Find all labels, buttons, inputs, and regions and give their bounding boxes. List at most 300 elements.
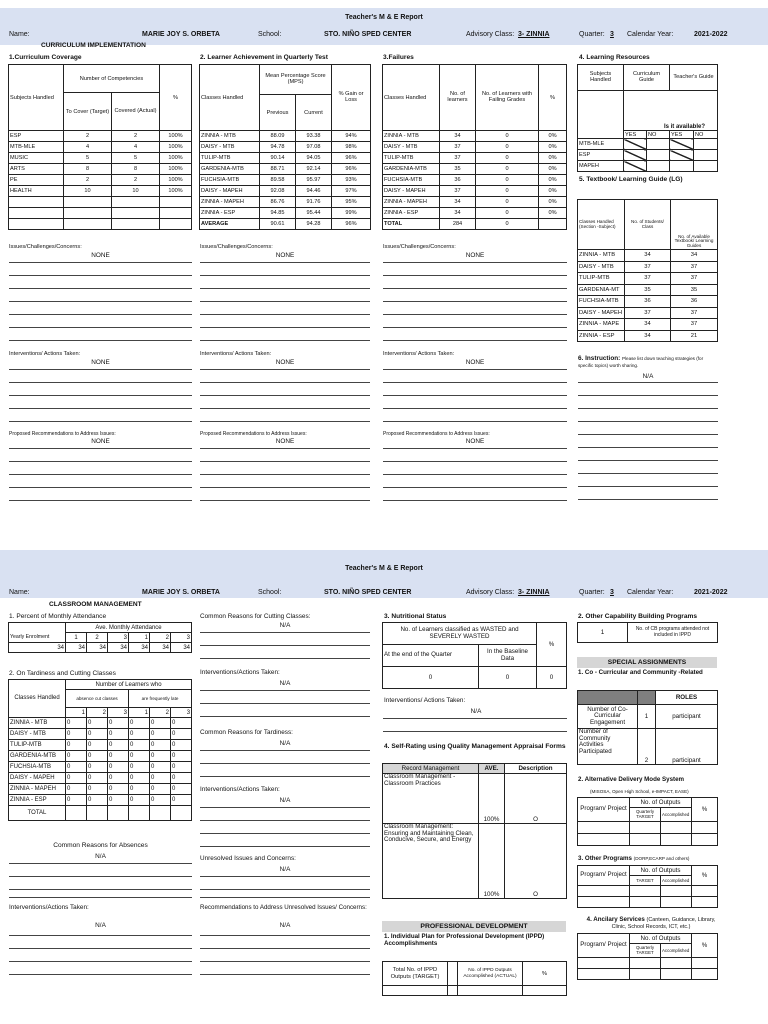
cell: 96% [332, 153, 371, 164]
cell: 100% [160, 186, 192, 197]
col-wasted: No. of Learners classified as WASTED and SEVERELY WASTED [383, 623, 537, 645]
ruled-line [200, 487, 370, 488]
ippd-title: 1. Individual Plan for Professional Development (IPPD) Accomplishments [384, 933, 545, 947]
tardiness-table [8, 679, 192, 821]
cell: 0 [476, 197, 539, 208]
table-row [9, 751, 192, 762]
cell: 34 [625, 330, 671, 342]
quarter-value: 3 [610, 589, 614, 596]
col-gain: % Gain or Loss [332, 65, 371, 131]
cell: 96% [332, 164, 371, 175]
interv2-value: N/A [279, 797, 291, 804]
cell: 34 [108, 643, 129, 653]
cell: TOTAL [383, 219, 440, 230]
cell: 35 [440, 164, 476, 175]
table-row-average [200, 219, 371, 230]
ruled-line [200, 833, 370, 834]
ruled-line [200, 421, 370, 422]
ruled-line [200, 690, 370, 691]
table-row [578, 139, 718, 150]
cell: participant [656, 729, 718, 765]
recommendations-label-3: Proposed Recommendations to Address Issues: [383, 431, 490, 437]
ruled-line [9, 935, 192, 936]
col-end-quarter: At the end of the Quarter [383, 645, 479, 667]
nutr-interv-value: N/A [470, 708, 482, 715]
cell: 98% [332, 142, 371, 153]
other-programs-note: (DORP,ECARP and others) [633, 856, 690, 861]
ruled-line [9, 382, 192, 383]
ruled-line [200, 961, 370, 962]
ruled-line [9, 448, 192, 449]
available-header: Is it available? [624, 91, 718, 131]
cell: 0 [150, 751, 171, 762]
cell: 35 [625, 284, 671, 296]
col-pct: % [160, 65, 192, 131]
col-index: 2 [87, 708, 108, 718]
col-target: Quarterly TARGET [630, 808, 661, 822]
ruled-line [200, 327, 370, 328]
ruled-line [200, 448, 370, 449]
report-title-1: Teacher's M & E Report [345, 14, 423, 21]
school-value: STO. NIÑO SPED CENTER [324, 589, 412, 596]
cell [539, 219, 567, 230]
table-row [9, 740, 192, 751]
ruled-line [200, 763, 370, 764]
ruled-line [383, 301, 567, 302]
school-value: STO. NIÑO SPED CENTER [324, 31, 412, 38]
yes-label: YES [670, 131, 694, 139]
cell: 2 [64, 131, 112, 142]
year-label: Calendar Year: [627, 589, 674, 596]
cell: 37 [671, 261, 718, 273]
cell: Number of Community Activities Participated [578, 729, 638, 765]
col-roles: ROLES [656, 691, 718, 705]
cell: O [505, 774, 567, 824]
col-target: Quarterly TARGET [630, 944, 661, 958]
cell: 34 [440, 131, 476, 142]
month-header: 1 [66, 633, 87, 643]
cell: 21 [671, 330, 718, 342]
col-record: Record Management [383, 764, 479, 774]
cell: 284 [440, 219, 476, 230]
tardiness-value: N/A [279, 740, 291, 747]
cell: participant [656, 705, 718, 729]
cell: 0 [108, 718, 129, 729]
cell: TULIP-MTB [578, 273, 625, 285]
col-ippd-target: Total No. of IPPD Outputs (TARGET) [383, 962, 448, 986]
cell: 37 [625, 273, 671, 285]
col-number-learners: Number of Learners who [66, 680, 192, 690]
col-accomplished: Accomplished [661, 808, 692, 822]
textbook-table [577, 199, 718, 342]
col-target: TARGET [630, 876, 661, 886]
cell: 0 [129, 795, 150, 806]
ruled-line [9, 863, 192, 864]
recommendations-label-2: Proposed Recommendations to Address Issues: [200, 431, 307, 437]
table-row [578, 261, 718, 273]
cell: 37 [671, 307, 718, 319]
cell: ZINNIA - MTB [383, 131, 440, 142]
report-title-2: Teacher's M & E Report [345, 565, 423, 572]
special-sub: 1. Co - Curricular and Community -Related [578, 669, 703, 676]
cell: 0 [66, 751, 87, 762]
cell: 99% [332, 208, 371, 219]
cell: FUCHSIA-MTB [200, 175, 260, 186]
ruled-line [9, 974, 192, 975]
cell: 0 [87, 784, 108, 795]
failures-table [382, 64, 567, 230]
adm-note: (MISOSA, Open High School, e-IMPACT, EASE) [590, 789, 689, 794]
cell: 0 [66, 762, 87, 773]
ruled-line [200, 288, 370, 289]
cell: ZINNIA - MTB [578, 250, 625, 262]
cell: Number of Co-Curricular Engagement [578, 705, 638, 729]
cell: 0 [129, 773, 150, 784]
cell: 34 [150, 643, 171, 653]
cell: 0 [476, 219, 539, 230]
interv2-label: Interventions/Actions Taken: [200, 786, 280, 793]
cell: 0 [87, 751, 108, 762]
table-row [578, 307, 718, 319]
issues-value-2: NONE [275, 252, 295, 259]
ruled-line [200, 408, 370, 409]
other-programs-title: 3. Other Programs [578, 855, 632, 862]
cell: 0 [476, 186, 539, 197]
ruled-line [9, 421, 192, 422]
ruled-line [200, 275, 370, 276]
table-row [383, 153, 567, 164]
cell: 0 [476, 131, 539, 142]
quarter-label: Quarter: [579, 589, 605, 596]
table-row [578, 250, 718, 262]
table-row [578, 729, 718, 765]
cell: 0 [383, 667, 479, 689]
ruled-line [9, 474, 192, 475]
issues-value-3: NONE [465, 252, 485, 259]
cell: 97% [332, 186, 371, 197]
ancillary-block [584, 916, 718, 931]
other-programs-table [577, 865, 718, 908]
cell: 0 [108, 773, 129, 784]
col-failing: No. of Learners with Failing Grades [476, 65, 539, 131]
col-available: No. of Available Textbook/ Learning Guides [671, 200, 718, 250]
advisory-label: Advisory Class: [466, 31, 515, 38]
table-row [383, 774, 567, 824]
capability-value: 1 [578, 623, 628, 643]
col-cut: absence cut classes [66, 690, 129, 708]
col-outputs: No. of Outputs [630, 866, 692, 876]
cell: DAISY - MTB [578, 261, 625, 273]
coverage-title: 1.Curriculum Coverage [9, 54, 82, 61]
ruled-line [383, 327, 567, 328]
cell: PE [9, 175, 64, 186]
cell: 0 [66, 773, 87, 784]
achievement-table [199, 64, 371, 230]
table-row [578, 150, 718, 161]
col-outputs: No. of Outputs [630, 934, 692, 944]
cell: 2 [638, 729, 656, 765]
ruled-line [9, 961, 192, 962]
cell: 0% [539, 197, 567, 208]
table-row [9, 784, 192, 795]
cell: 0% [539, 153, 567, 164]
cell: Classroom Management: Ensuring and Maintaining Clean, Conducive, Secure, and Energy [383, 824, 479, 899]
capability-title: 2. Other Capability Building Programs [578, 613, 698, 620]
cell: MUSIC [9, 153, 64, 164]
cell: TULIP-MTB [9, 740, 66, 751]
ruled-line [200, 658, 370, 659]
cell: 0 [108, 762, 129, 773]
cell: ZINNIA - ESP [200, 208, 260, 219]
cell: 90.61 [260, 219, 296, 230]
ruled-line [578, 486, 718, 487]
cell: 2 [112, 175, 160, 186]
cell: 0 [171, 740, 192, 751]
ruled-line [383, 382, 567, 383]
interventions-label-2: Interventions/ Actions Taken: [200, 351, 272, 357]
recom-value: N/A [279, 922, 291, 929]
cell: 34 [625, 250, 671, 262]
table-row [383, 186, 567, 197]
cell: 0 [66, 740, 87, 751]
cell: 0 [129, 740, 150, 751]
ruled-line [200, 776, 370, 777]
table-row [9, 142, 192, 153]
cell: GARDENIA-MT [578, 284, 625, 296]
ruled-line [383, 421, 567, 422]
year-value: 2021-2022 [694, 589, 728, 596]
cell: 36 [671, 296, 718, 308]
resources-table [577, 64, 718, 172]
cutting-label: Common Reasons for Cutting Classes: [200, 613, 311, 620]
cell: 34 [171, 643, 192, 653]
interventions-label-3: Interventions/ Actions Taken: [383, 351, 455, 357]
table-row [383, 824, 567, 899]
col-classes: Classes Handled (Section -Subject) [578, 200, 625, 250]
col-description: Description [505, 764, 567, 774]
cell: 0 [171, 795, 192, 806]
slash-mark [624, 139, 647, 150]
cell: 95.44 [296, 208, 332, 219]
cell: 0 [87, 762, 108, 773]
quarter-label: Quarter: [579, 31, 605, 38]
ruled-line [383, 448, 567, 449]
ruled-line [9, 395, 192, 396]
advisory-value: 3- ZINNIA [518, 589, 550, 596]
col-program: Program/ Project [578, 866, 630, 886]
cell: 89.58 [260, 175, 296, 186]
cell: 91.76 [296, 197, 332, 208]
month-header: 3 [108, 633, 129, 643]
table-row [200, 208, 371, 219]
cell: 92.08 [260, 186, 296, 197]
recom-label: Recommendations to Address Unresolved Issues/ Concerns: [200, 904, 367, 911]
cell: 0 [476, 175, 539, 186]
col-baseline: In the Baseline Data [479, 645, 537, 667]
section-title-classroom: CLASSROOM MANAGEMENT [49, 601, 142, 608]
cell: 0 [171, 751, 192, 762]
interventions-value-2: NONE [275, 359, 295, 366]
cell: 0 [66, 729, 87, 740]
instruction-title: 6. Instruction: [578, 355, 621, 362]
interv1-value: N/A [279, 680, 291, 687]
cell: 8 [112, 164, 160, 175]
ruled-line [200, 395, 370, 396]
col-ippd-actual: No. of IPPD Outputs Accomplished (ACTUAL) [458, 962, 523, 986]
cell: DAISY - MTB [383, 142, 440, 153]
attendance-table [8, 622, 192, 653]
cell: DAISY - MAPEH [578, 307, 625, 319]
cell: 0 [171, 729, 192, 740]
ruled-line [9, 948, 192, 949]
col-subjects: Subjects Handled [578, 65, 624, 91]
table-row [383, 197, 567, 208]
cell: 100% [160, 142, 192, 153]
ruled-line [200, 716, 370, 717]
col-previous: Previous [260, 95, 296, 131]
cell: 95.97 [296, 175, 332, 186]
unresolved-label: Unresolved Issues and Concerns: [200, 855, 296, 862]
cell: MTB-MLE [9, 142, 64, 153]
ruled-line [200, 500, 370, 501]
cell: 0 [66, 784, 87, 795]
table-row [578, 330, 718, 342]
ruled-line [578, 421, 718, 422]
cell: 100% [479, 774, 505, 824]
section-title-curriculum: CURRICULUM IMPLEMENTATION [41, 42, 146, 49]
cell: 37 [671, 319, 718, 331]
col-index: 1 [129, 708, 150, 718]
table-row [383, 667, 567, 689]
table-row [9, 164, 192, 175]
col-program: Program/ Project [578, 934, 630, 958]
cell: 0% [539, 175, 567, 186]
table-row [578, 296, 718, 308]
cell: 10 [112, 186, 160, 197]
ruled-line [9, 500, 192, 501]
cell: 37 [440, 142, 476, 153]
cell: 0 [66, 795, 87, 806]
cell: 37 [440, 186, 476, 197]
ruled-line [578, 499, 718, 500]
ruled-line [383, 262, 567, 263]
name-value: MARIE JOY S. ORBETA [142, 31, 220, 38]
cell: 35 [671, 284, 718, 296]
interventions-value-3: NONE [465, 359, 485, 366]
cell: 36 [625, 296, 671, 308]
attendance-title: 1. Percent of Monthly Attendance [9, 613, 107, 620]
cell: ESP [9, 131, 64, 142]
ruled-line [578, 460, 718, 461]
table-row [9, 153, 192, 164]
col-program: Program/ Project [578, 798, 630, 822]
cell: 4 [112, 142, 160, 153]
absences-label: Common Reasons for Absences [53, 842, 148, 849]
month-header: 1 [129, 633, 150, 643]
cell: DAISY - MTB [9, 729, 66, 740]
ruled-line [200, 382, 370, 383]
ruled-line [200, 876, 370, 877]
name-value: MARIE JOY S. ORBETA [142, 589, 220, 596]
cell: ZINNIA - ESP [9, 795, 66, 806]
slash-mark [670, 150, 694, 161]
cell: ZINNIA - MAPEH [200, 197, 260, 208]
cell: 0% [539, 208, 567, 219]
cell: 0 [171, 784, 192, 795]
cell: 0 [87, 718, 108, 729]
ruled-line [200, 897, 370, 898]
cell: 100% [160, 131, 192, 142]
table-row [578, 273, 718, 285]
cell: 0 [171, 773, 192, 784]
cell: 0 [87, 795, 108, 806]
col-ave: AVE. [479, 764, 505, 774]
cell: ARTS [9, 164, 64, 175]
ruled-line [200, 703, 370, 704]
col-pct: % [523, 962, 567, 986]
col-subjects: Subjects Handled [9, 65, 64, 131]
quarter-value: 3 [610, 31, 614, 38]
cell: 0 [129, 784, 150, 795]
col-mps: Mean Percentage Score (MPS) [260, 65, 332, 95]
col-classes: Classes Handled [383, 65, 440, 131]
ruled-line [383, 500, 567, 501]
table-row [200, 175, 371, 186]
ruled-line [383, 487, 567, 488]
table-row [383, 175, 567, 186]
cell: 36 [440, 175, 476, 186]
table-row [9, 643, 192, 653]
absences-value: N/A [95, 853, 106, 860]
cell: 34 [66, 643, 87, 653]
other-programs-block [578, 855, 689, 862]
col-target: To Cover (Target) [64, 93, 112, 131]
slash-mark [624, 150, 647, 161]
col-covered: Covered (Actual) [112, 93, 160, 131]
self-rating-table [382, 763, 567, 899]
textbook-title: 5. Textbook/ Learning Guide (LG) [579, 176, 683, 183]
cell: 88.09 [260, 131, 296, 142]
recommendations-value-3: NONE [465, 438, 485, 445]
unresolved-value: N/A [279, 866, 291, 873]
adm-title: 2. Alternative Delivery Mode System [578, 776, 685, 783]
col-pct: % [537, 623, 567, 667]
cell: 34 [625, 319, 671, 331]
cell: 0 [108, 740, 129, 751]
cell: 0 [150, 784, 171, 795]
table-row [578, 161, 718, 172]
interventions-label-1: Interventions/ Actions Taken: [9, 351, 81, 357]
cell: 10 [64, 186, 112, 197]
cell: 93% [332, 175, 371, 186]
cell: 2 [64, 175, 112, 186]
school-label: School: [258, 589, 282, 596]
special-table [577, 690, 718, 765]
table-row [200, 186, 371, 197]
ruled-line [578, 395, 718, 396]
no-label: NO [694, 131, 718, 139]
issues-label-1: Issues/Challenges/Concerns: [9, 244, 82, 250]
cell: 0 [129, 718, 150, 729]
cell: 0 [150, 729, 171, 740]
cell: 8 [64, 164, 112, 175]
ruled-line [383, 288, 567, 289]
ippd-table [382, 961, 567, 996]
ruled-line [200, 262, 370, 263]
cell: 88.71 [260, 164, 296, 175]
month-header: 2 [87, 633, 108, 643]
ruled-line [200, 948, 370, 949]
